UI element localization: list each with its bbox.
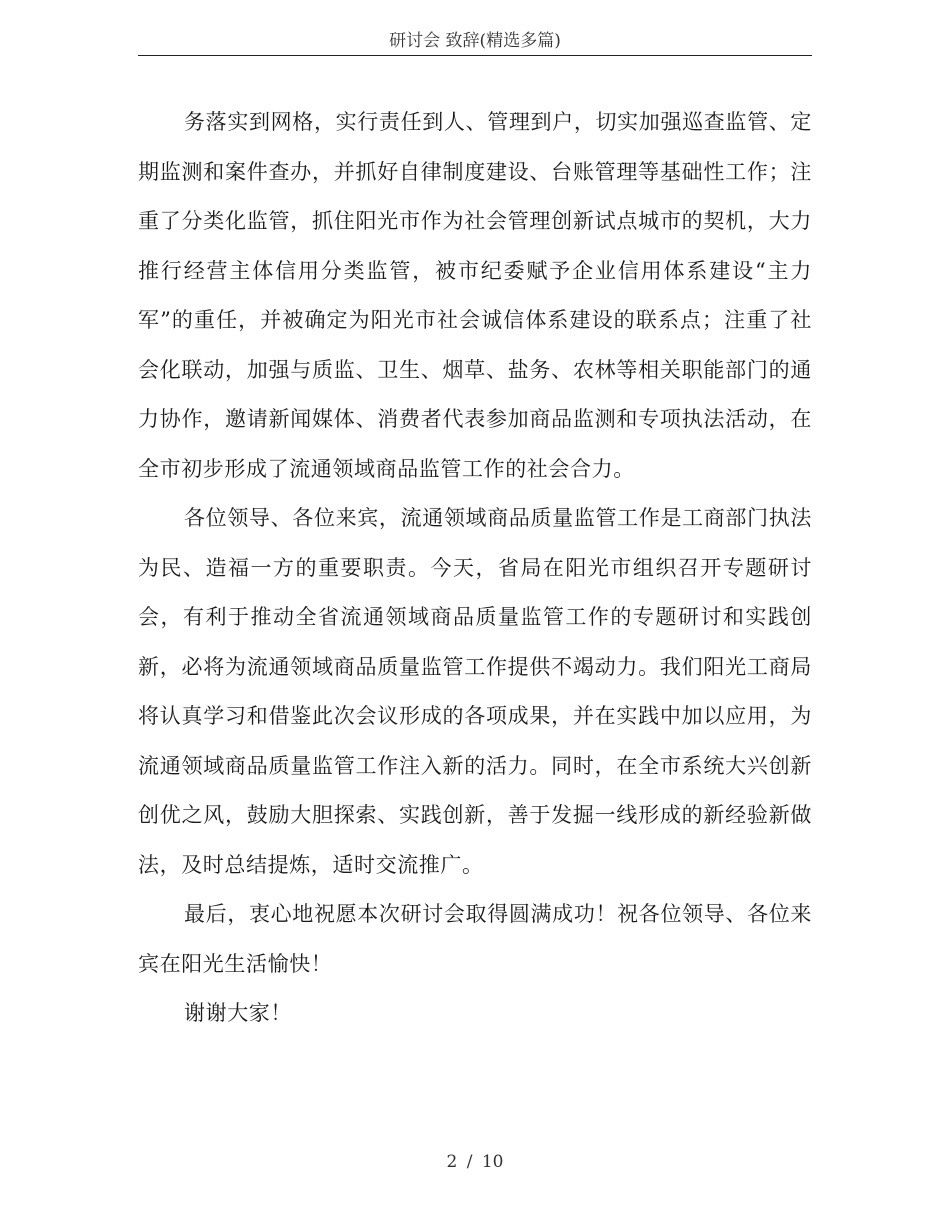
body-paragraph-2: 各位领导、各位来宾，流通领域商品质量监管工作是工商部门执法为民、造福一方的重要职责。今天，省局在阳光市组织召开专题研讨会，有利于推动全省流通领域商品质量监管工作的专题研讨和实践创新，必将为流通领域商品质量监管工作提供不竭动力。我们阳光工商局将认真学习和借鉴此次会议形成的各项成果，并在实践中加以应用，为流通领域商品质量监管工作注入新的活力。同时，在全市系统大兴创新创优之风，鼓励大胆探索、实践创新，善于发掘一线形成的新经验新做法，及时总结提炼，适时交流推广。 <box>138 506 812 877</box>
body-paragraph-1: 务落实到网格，实行责任到人、管理到户，切实加强巡查监管、定期监测和案件查办，并抓好自律制度建设、台账管理等基础性工作；注重了分类化监管，抓住阳光市作为社会管理创新试点城市的契机，大力推行经营主体信用分类监管，被市纪委赋予企业信用体系建设“主力军”的重任，并被确定为阳光市社会诚信体系建设的联系点；注重了社会化联动，加强与质监、卫生、烟草、盐务、农林等相关职能部门的通力协作，邀请新闻媒体、消费者代表参加商品监测和专项执法活动，在全市初步形成了流通领域商品监管工作的社会合力。 <box>138 110 812 481</box>
page-header-title: 研讨会 致辞(精选多篇) <box>389 31 561 51</box>
body-paragraph-3: 最后，衷心地祝愿本次研讨会取得圆满成功！祝各位领导、各位来宾在阳光生活愉快！ <box>138 902 812 976</box>
document-body <box>138 98 812 1039</box>
page-number: 2 / 10 <box>446 1152 504 1172</box>
body-paragraph-4: 谢谢大家！ <box>184 1001 292 1025</box>
header-divider <box>138 55 812 56</box>
